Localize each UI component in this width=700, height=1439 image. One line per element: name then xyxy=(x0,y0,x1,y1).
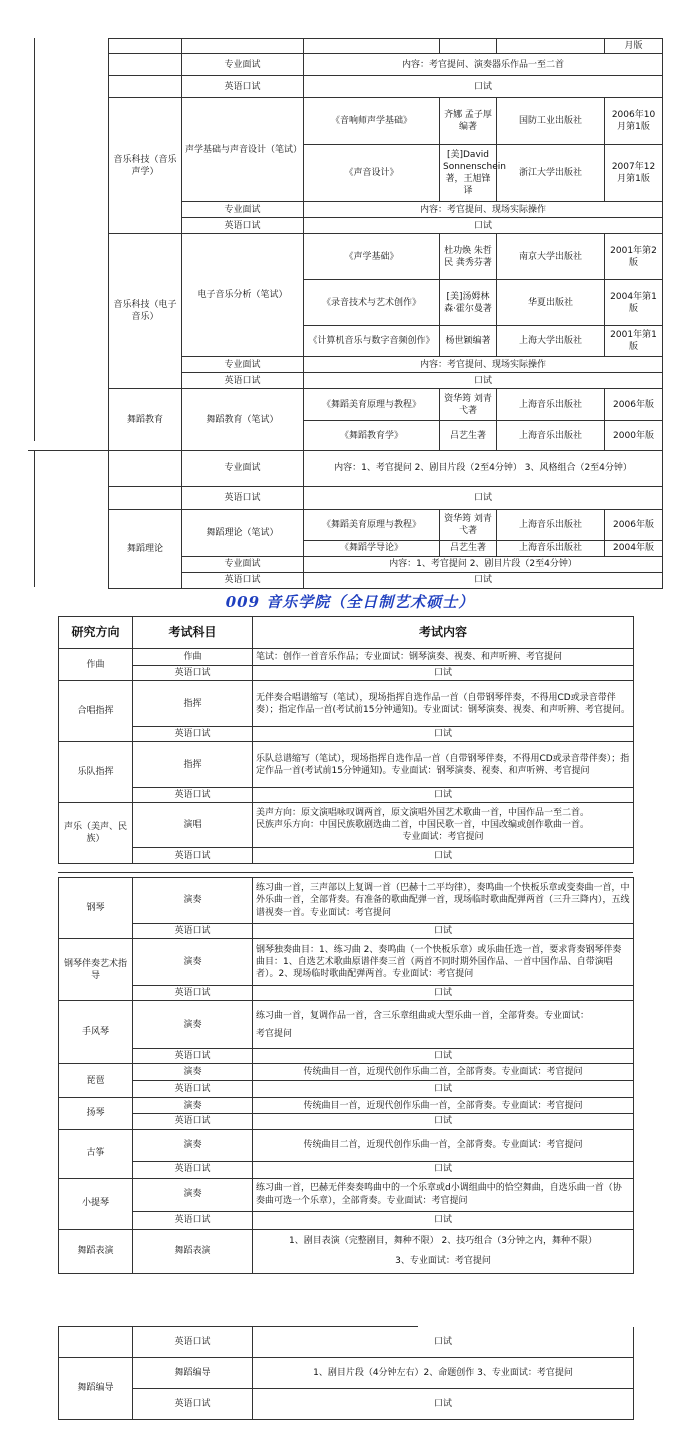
exam-content: 内容：考官提问、演奏器乐作品一至二首 xyxy=(304,54,663,76)
book-date: 2001年第1版 xyxy=(605,326,663,357)
subject-label: 英语口试 xyxy=(133,1081,253,1098)
content-line: 专业面试：考官提问 xyxy=(402,832,484,843)
exam-content: 口试 xyxy=(253,1081,634,1098)
cell xyxy=(59,1327,133,1358)
direction-label: 乐队指挥 xyxy=(59,742,133,803)
subject-label: 英语口试 xyxy=(133,924,253,939)
book-title: 《声学基础》 xyxy=(304,234,440,280)
exam-name: 英语口试 xyxy=(182,218,304,234)
direction-label: 作曲 xyxy=(59,649,133,681)
exam-name: 专业面试 xyxy=(182,357,304,373)
exam-name: 专业面试 xyxy=(182,54,304,76)
exam-content: 口试 xyxy=(304,487,663,510)
page-margin-line xyxy=(34,450,35,587)
book-publisher: 浙江大学出版社 xyxy=(497,145,605,202)
book-author: 资华筠 刘青弋著 xyxy=(440,389,497,421)
book-date: 2007年12月第1版 xyxy=(605,145,663,202)
subject-label: 演奏 xyxy=(133,1001,253,1049)
book-date: 2006年版 xyxy=(605,510,663,541)
subject-label: 演奏 xyxy=(133,1098,253,1114)
cell xyxy=(109,487,182,510)
book-title: 《舞蹈教育学》 xyxy=(304,421,440,451)
exam-content: 内容：考官提问、现场实际操作 xyxy=(304,202,663,218)
exam-content: 钢琴独奏曲目：1、练习曲 2、奏鸣曲（一个快板乐章）或乐曲任选一首，要求背奏钢琴伴奏曲目：1、自选艺术歌曲原谱伴奏三首（两首不同时期外国作品、一首中国作品、自带演唱者）。2、现场临时歌曲配弹两首。专业面试：考官提问 xyxy=(253,939,634,986)
book-date: 2004年第1版 xyxy=(605,280,663,326)
cell: 月版 xyxy=(605,39,663,54)
exam-content: 1、剧目片段（4分钟左右）2、命题创作 3、专业面试：考官提问 xyxy=(253,1358,634,1389)
exam-name: 专业面试 xyxy=(182,557,304,573)
exam-table-3 xyxy=(58,616,634,864)
cell xyxy=(497,39,605,54)
subject-label: 舞蹈编导 xyxy=(133,1358,253,1389)
direction-label: 手风琴 xyxy=(59,1001,133,1064)
book-publisher: 上海大学出版社 xyxy=(497,326,605,357)
cell xyxy=(109,451,182,487)
direction-label: 舞蹈编导 xyxy=(59,1358,133,1420)
direction-label: 舞蹈教育 xyxy=(109,389,182,451)
subject-label: 演奏 xyxy=(133,1129,253,1161)
subject-label: 英语口试 xyxy=(133,1114,253,1129)
cell xyxy=(182,39,304,54)
exam-name: 专业面试 xyxy=(182,202,304,218)
subject-label: 英语口试 xyxy=(133,788,253,803)
book-author: [美]汤姆林森·霍尔曼著 xyxy=(440,280,497,326)
exam-content: 口试 xyxy=(253,1389,634,1420)
subject-label: 演奏 xyxy=(133,1064,253,1081)
book-author: 杜功焕 朱哲民 龚秀芬著 xyxy=(440,234,497,280)
exam-content: 内容：1、考官提问 2、剧目片段（2至4分钟） 3、风格组合（2至4分钟） xyxy=(304,451,663,487)
exam-content: 口试 xyxy=(253,788,634,803)
subject-label: 声学基础与声音设计（笔试） xyxy=(182,98,304,202)
direction-label: 小提琴 xyxy=(59,1178,133,1229)
col-header-subject: 考试科目 xyxy=(133,617,253,649)
subject-label: 指挥 xyxy=(133,681,253,727)
exam-content: 口试 xyxy=(304,573,663,589)
exam-content: 口试 xyxy=(253,1327,634,1358)
exam-content xyxy=(253,1229,634,1273)
book-author: 吕艺生著 xyxy=(440,541,497,557)
direction-label: 古筝 xyxy=(59,1129,133,1178)
subject-label: 英语口试 xyxy=(133,1389,253,1420)
exam-content: 练习曲一首，巴赫无伴奏奏鸣曲中的一个乐章或d小调组曲中的恰空舞曲，自选乐曲一首（协奏曲可选一个乐章），全部背奏。专业面试：考官提问 xyxy=(253,1178,634,1211)
exam-content: 口试 xyxy=(253,848,634,864)
subject-label: 英语口试 xyxy=(133,1161,253,1178)
subject-label: 电子音乐分析（笔试） xyxy=(182,234,304,357)
direction-label: 合唱指挥 xyxy=(59,681,133,742)
exam-name: 英语口试 xyxy=(182,573,304,589)
page-break-line xyxy=(28,450,108,451)
direction-label: 音乐科技（音乐声学） xyxy=(109,98,182,234)
exam-name: 英语口试 xyxy=(182,487,304,510)
cell xyxy=(109,76,182,98)
book-title: 《音响师声学基础》 xyxy=(304,98,440,145)
book-publisher: 上海音乐出版社 xyxy=(497,389,605,421)
book-author: 齐娜 孟子厚 编著 xyxy=(440,98,497,145)
content-line: 3、专业面试：考官提问 xyxy=(395,1256,491,1267)
content-line: 考官提问 xyxy=(256,1028,293,1039)
exam-content xyxy=(253,1001,634,1049)
book-title: 《计算机音乐与数字音频创作》 xyxy=(304,326,440,357)
book-date: 2000年版 xyxy=(605,421,663,451)
book-publisher: 国防工业出版社 xyxy=(497,98,605,145)
direction-label: 钢琴伴奏艺术指导 xyxy=(59,939,133,1001)
book-publisher: 上海音乐出版社 xyxy=(497,421,605,451)
exam-content: 传统曲目一首，近现代创作乐曲一首，全部背奏。专业面试：考官提问 xyxy=(253,1098,634,1114)
book-date: 2004年版 xyxy=(605,541,663,557)
cell xyxy=(109,54,182,76)
book-table-1 xyxy=(108,38,663,451)
col-header-content: 考试内容 xyxy=(253,617,634,649)
book-date: 2006年版 xyxy=(605,389,663,421)
book-author: 资华筠 刘青弋著 xyxy=(440,510,497,541)
book-publisher: 上海音乐出版社 xyxy=(497,541,605,557)
book-date: 2006年10月第1版 xyxy=(605,98,663,145)
exam-content: 口试 xyxy=(253,1049,634,1064)
subject-label: 演唱 xyxy=(133,803,253,848)
exam-content: 口试 xyxy=(253,986,634,1001)
direction-label: 音乐科技（电子音乐） xyxy=(109,234,182,389)
exam-content xyxy=(253,803,634,848)
cell xyxy=(109,39,182,54)
subject-label: 指挥 xyxy=(133,742,253,788)
cell xyxy=(440,39,497,54)
exam-name: 英语口试 xyxy=(182,373,304,389)
exam-content: 传统曲目二首，近现代创作乐曲一首，全部背奏。专业面试：考官提问 xyxy=(253,1129,634,1161)
exam-content: 口试 xyxy=(253,1211,634,1229)
book-author: [美]David Sonnenschein著，王旭锋译 xyxy=(440,145,497,202)
book-date: 2001年第2版 xyxy=(605,234,663,280)
exam-content: 口试 xyxy=(253,1161,634,1178)
subject-label: 舞蹈理论（笔试） xyxy=(182,510,304,557)
exam-name: 专业面试 xyxy=(182,451,304,487)
exam-content: 口试 xyxy=(253,727,634,742)
exam-content: 口试 xyxy=(253,924,634,939)
direction-label: 舞蹈理论 xyxy=(109,510,182,589)
book-author: 杨世颖编著 xyxy=(440,326,497,357)
exam-table-5 xyxy=(58,1326,634,1420)
exam-name: 英语口试 xyxy=(182,76,304,98)
direction-label: 琵琶 xyxy=(59,1064,133,1098)
subject-label: 英语口试 xyxy=(133,727,253,742)
exam-content: 口试 xyxy=(304,218,663,234)
cell xyxy=(304,39,440,54)
direction-label: 舞蹈表演 xyxy=(59,1229,133,1273)
subject-label: 英语口试 xyxy=(133,1211,253,1229)
exam-content: 口试 xyxy=(304,373,663,389)
book-title: 《舞蹈学导论》 xyxy=(304,541,440,557)
book-title: 《舞蹈美育原理与教程》 xyxy=(304,389,440,421)
subject-label: 英语口试 xyxy=(133,848,253,864)
section-title: 009 音乐学院（全日制艺术硕士） xyxy=(225,593,475,611)
exam-table-4 xyxy=(58,877,634,1274)
content-line: 1、剧目表演（完整剧目，舞种不限） 2、技巧组合（3分钟之内，舞种不限） xyxy=(288,1235,598,1246)
page-margin-line xyxy=(34,38,35,441)
direction-label: 声乐（美声、民族） xyxy=(59,803,133,864)
direction-label: 钢琴 xyxy=(59,878,133,939)
subject-label: 英语口试 xyxy=(133,986,253,1001)
book-publisher: 华夏出版社 xyxy=(497,280,605,326)
exam-content: 内容：考官提问、现场实际操作 xyxy=(304,357,663,373)
subject-label: 英语口试 xyxy=(133,1327,253,1358)
page-break-line xyxy=(58,872,633,873)
exam-content: 口试 xyxy=(253,666,634,681)
book-author: 吕艺生著 xyxy=(440,421,497,451)
book-table-2 xyxy=(108,450,663,589)
subject-label: 演奏 xyxy=(133,1178,253,1211)
book-title: 《录音技术与艺术创作》 xyxy=(304,280,440,326)
exam-content: 练习曲一首，三声部以上复调一首（巴赫十二平均律），奏鸣曲一个快板乐章或变奏曲一首，中外乐曲一首，全部背奏。有准备的歌曲配弹一首，现场临时歌曲配弹两首（三升三降内），五线谱视奏一首。专业面试：考官提问 xyxy=(253,878,634,924)
subject-label: 英语口试 xyxy=(133,666,253,681)
direction-label: 扬琴 xyxy=(59,1098,133,1129)
content-line: 练习曲一首，复调作品一首，含三乐章组曲或大型乐曲一首，全部背奏。专业面试： xyxy=(256,1010,590,1021)
book-publisher: 上海音乐出版社 xyxy=(497,510,605,541)
subject-label: 英语口试 xyxy=(133,1049,253,1064)
subject-label: 演奏 xyxy=(133,939,253,986)
content-line: 民族声乐方向：中国民族歌剧选曲二首，中国民歌一首，中国改编或创作歌曲一首。 xyxy=(256,820,590,831)
exam-content: 内容：1、考官提问 2、剧目片段（2至4分钟） xyxy=(304,557,663,573)
book-title: 《声音设计》 xyxy=(304,145,440,202)
exam-content: 乐队总谱缩写（笔试），现场指挥自选作品一首（自带钢琴伴奏，不得用CD或录音带伴奏）；指定作品一首(考试前15分钟通知)。专业面试：钢琴演奏、视奏、和声听辨、考官提问 xyxy=(253,742,634,788)
exam-content: 无伴奏合唱谱缩写（笔试），现场指挥自选作品一首（自带钢琴伴奏，不得用CD或录音带伴奏）；指定作品一首(考试前15分钟通知)。专业面试：钢琴演奏、视奏、和声听辨、考官提问。 xyxy=(253,681,634,727)
col-header-direction: 研究方向 xyxy=(59,617,133,649)
subject-label: 作曲 xyxy=(133,649,253,666)
subject-label: 舞蹈教育（笔试） xyxy=(182,389,304,451)
subject-label: 演奏 xyxy=(133,878,253,924)
book-title: 《舞蹈美育原理与教程》 xyxy=(304,510,440,541)
exam-content: 传统曲目一首，近现代创作乐曲二首，全部背奏。专业面试：考官提问 xyxy=(253,1064,634,1081)
book-publisher: 南京大学出版社 xyxy=(497,234,605,280)
exam-content: 口试 xyxy=(253,1114,634,1129)
subject-label: 舞蹈表演 xyxy=(133,1229,253,1273)
exam-content: 口试 xyxy=(304,76,663,98)
content-line: 美声方向：原文演唱咏叹调两首，原文演唱外国艺术歌曲一首，中国作品一至二首。 xyxy=(256,808,590,819)
exam-content: 笔试：创作一首音乐作品；专业面试：钢琴演奏、视奏、和声听辨、考官提问 xyxy=(253,649,634,666)
